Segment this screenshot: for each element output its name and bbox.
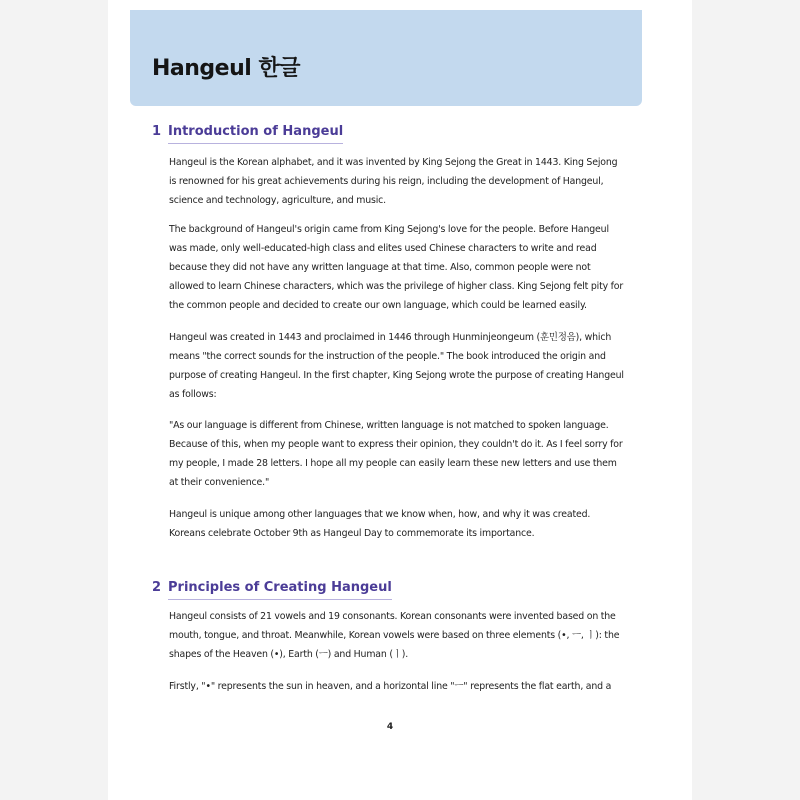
- paragraph: Hangeul was created in 1443 and proclaimed in 1446 through Hunminjeongeum (훈민정음), which means "the correct sounds for the instruction of the people." The book introduced the origin and purpose of creating Hangeul. In the first chapter, King Sejong wrote the purpose of creating Hangeul as follows:: [169, 332, 624, 400]
- paragraph: The background of Hangeul's origin came from King Sejong's love for the people. Before Hangeul was made, only well-educated-high class and elites used Chinese characters to write and read because they did not have any written language at that time. Also, common people were not allowed to learn Chinese characters, which was the privilege of higher class. King Sejong felt pity for the common people and decided to create our own language, which could be learned easily.: [169, 224, 624, 311]
- page-number: 4: [386, 722, 394, 732]
- section-title: Introduction of Hangeul: [168, 123, 343, 144]
- paragraph: Hangeul consists of 21 vowels and 19 consonants. Korean consonants were invented based on the mouth, tongue, and throat. Meanwhile, Korean vowels were based on three elements (•, ㅡ, ㅣ): the shapes of the Heaven (•), Earth (ㅡ) and Human (ㅣ).: [169, 611, 620, 660]
- section-title: Principles of Creating Hangeul: [168, 579, 392, 600]
- document-title: Hangeul 한글: [152, 56, 300, 81]
- section-heading-principles: [152, 579, 392, 600]
- section-heading-introduction: [152, 123, 343, 144]
- paragraph: Hangeul is unique among other languages that we know when, how, and why it was created. Koreans celebrate October 9th as Hangeul Day to commemorate its importance.: [169, 509, 591, 539]
- section-number: 2: [152, 580, 162, 595]
- paragraph: Firstly, "•" represents the sun in heaven, and a horizontal line "ㅡ" represents the flat earth, and a: [169, 681, 612, 692]
- quote-paragraph: "As our language is different from Chinese, written language is not matched to spoken language. Because of this, when my people want to express their opinion, they couldn't do it. As I feel sorry for my people, I made 28 letters. I hope all my people can easily learn these new letters and use them at their convenience.": [169, 420, 623, 488]
- section-number: 1: [152, 124, 162, 139]
- paragraph: Hangeul is the Korean alphabet, and it was invented by King Sejong the Great in 1443. King Sejong is renowned for his great achievements during his reign, including the development of Hangeul, science and technology, agriculture, and music.: [169, 157, 618, 206]
